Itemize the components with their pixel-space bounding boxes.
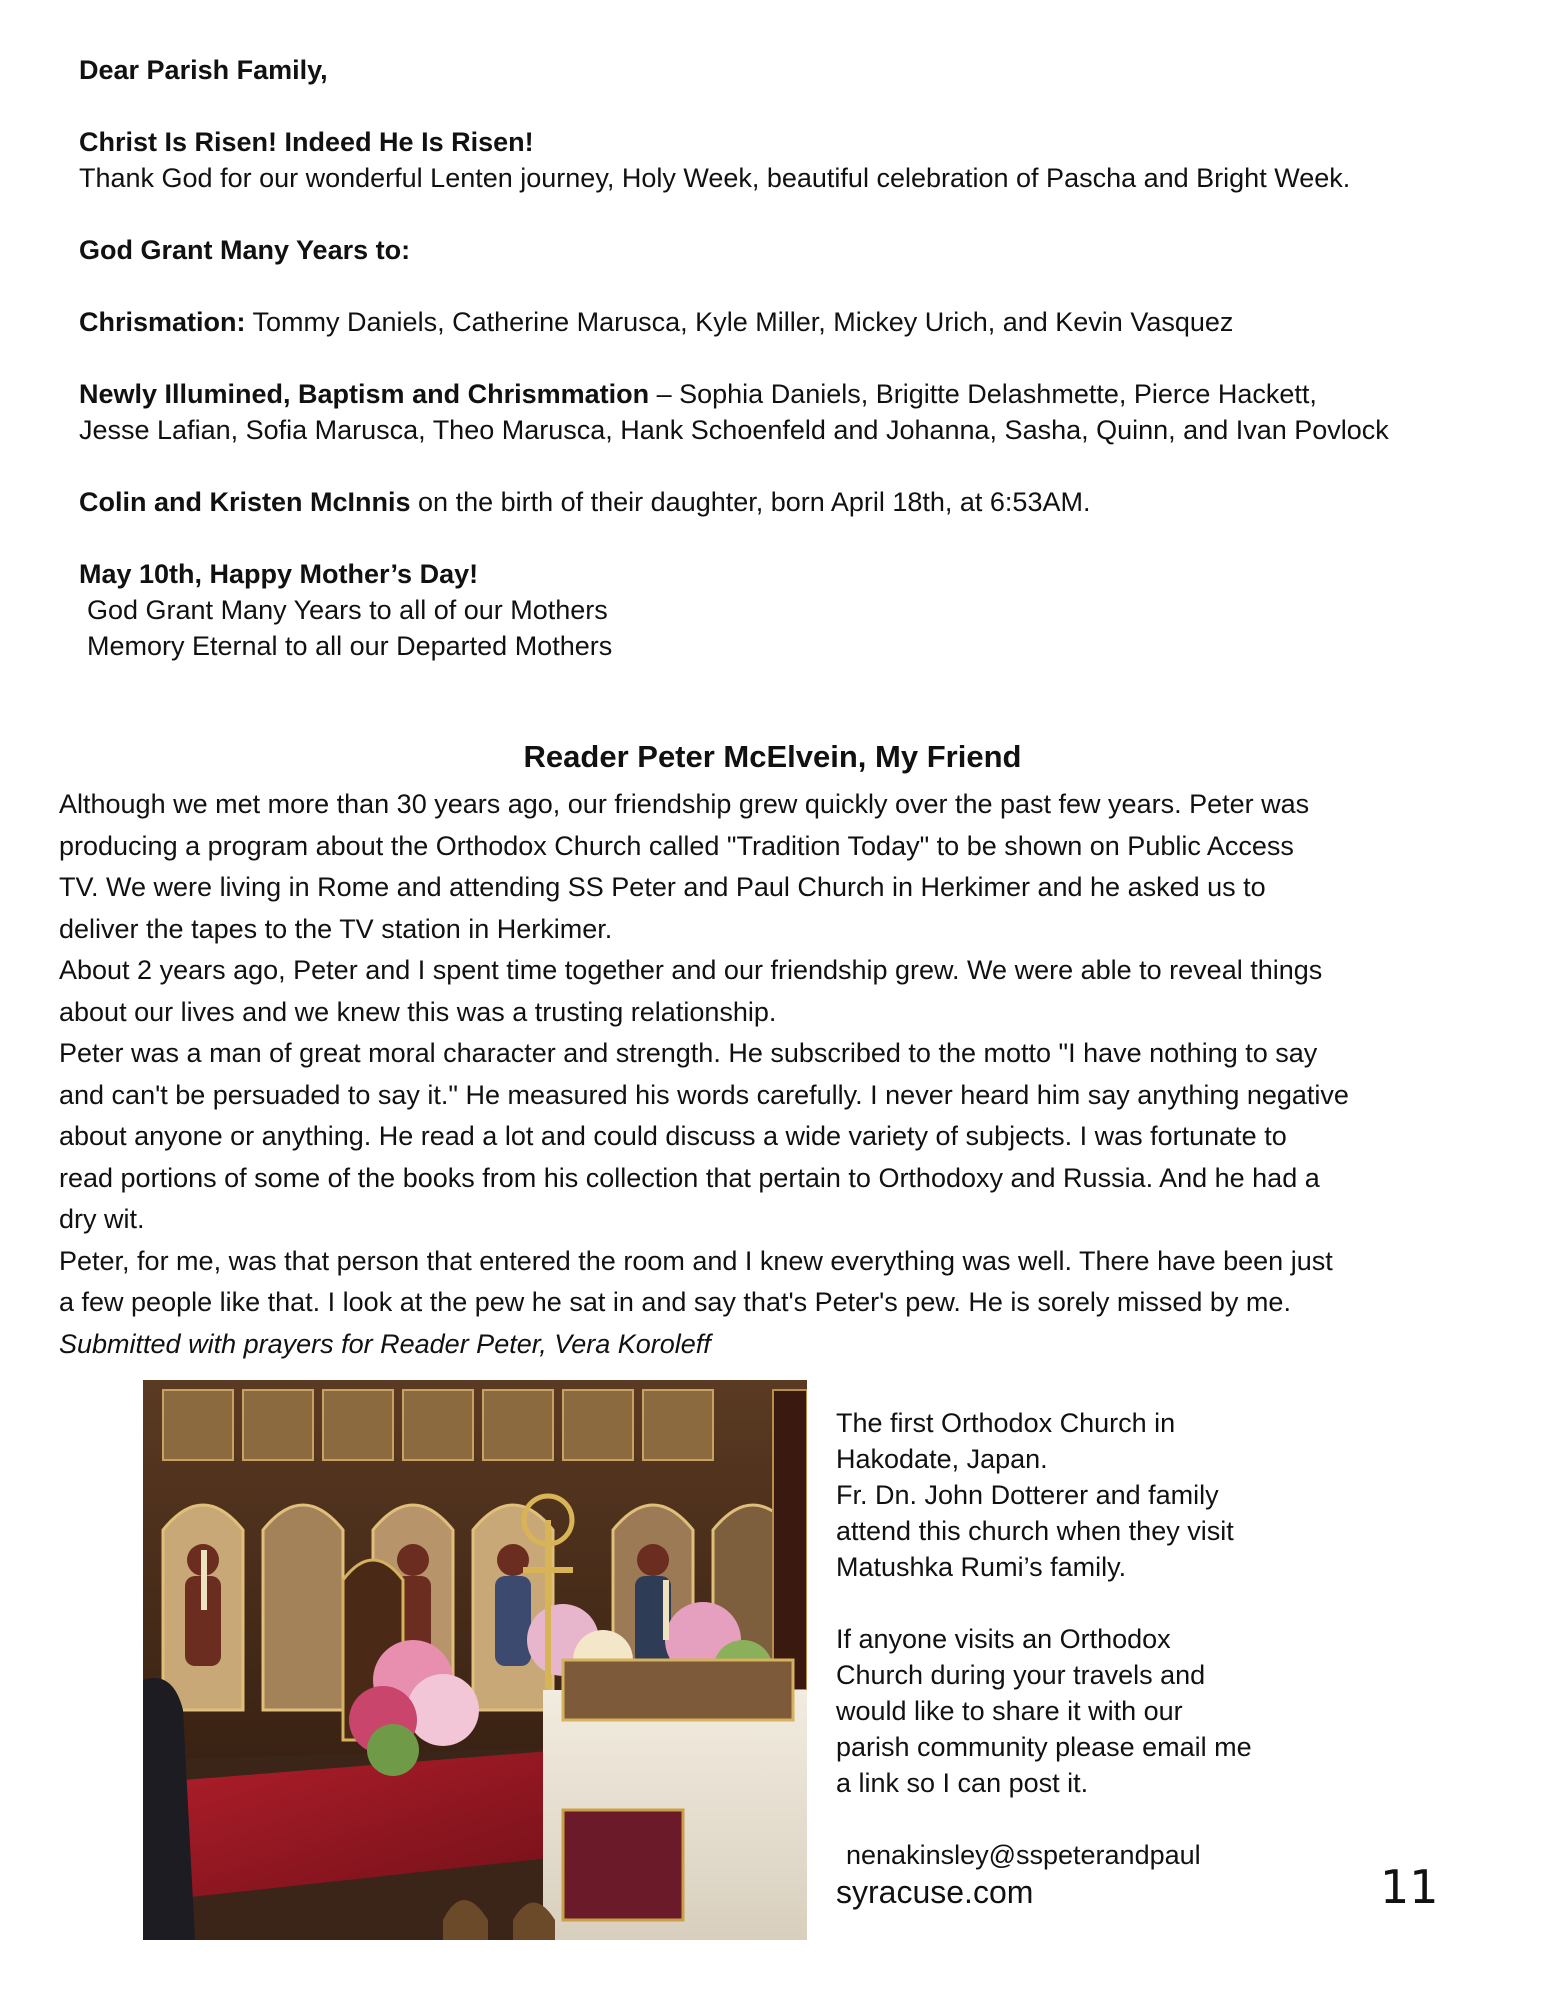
mothers-line-1: God Grant Many Years to all of our Mothers xyxy=(87,595,608,625)
article-line: Peter was a man of great moral character and strength. He subscribed to the motto "I have nothing to say xyxy=(59,1038,1318,1068)
caption-line: If anyone visits an Orthodox xyxy=(836,1624,1171,1654)
caption-line: parish community please email me xyxy=(836,1732,1252,1762)
article-line: Peter, for me, was that person that entered the room and I knew everything was well. There have been just xyxy=(59,1245,1333,1276)
caption-line: would like to share it with our xyxy=(836,1696,1183,1726)
article-line: About 2 years ago, Peter and I spent time together and our friendship grew. We were able to reveal things xyxy=(59,955,1323,985)
article-signature: Submitted with prayers for Reader Peter, Vera Koroleff xyxy=(59,1328,711,1359)
illumined-line: Newly Illumined, Baptism and Chrismmation – Sophia Daniels, Brigitte Delashmette, Pierce Hackett, xyxy=(79,379,1317,409)
mothers-line-2: Memory Eternal to all our Departed Mothers xyxy=(87,631,613,661)
article-line: Although we met more than 30 years ago, our friendship grew quickly over the past few years. Peter was xyxy=(59,789,1310,819)
parish-letter xyxy=(79,52,1499,664)
risen-heading: Christ Is Risen! Indeed He Is Risen! xyxy=(79,127,534,157)
caption-line: Fr. Dn. John Dotterer and family xyxy=(836,1480,1219,1510)
birth-announcement: Colin and Kristen McInnis on the birth of their daughter, born April 18th, at 6:53AM. xyxy=(79,487,1091,517)
illumined-line-2: Jesse Lafian, Sofia Marusca, Theo Marusca, Hank Schoenfeld and Johanna, Sasha, Quinn, and Ivan Povlock xyxy=(79,415,1389,445)
caption-line: attend this church when they visit xyxy=(836,1516,1234,1546)
article-line: about anyone or anything. He read a lot and could discuss a wide variety of subjects. I was fortunate to xyxy=(59,1121,1287,1151)
chrismation-line: Chrismation: Tommy Daniels, Catherine Marusca, Kyle Miller, Mickey Urich, and Kevin Vasquez xyxy=(79,307,1234,337)
caption-line: Hakodate, Japan. xyxy=(836,1444,1048,1474)
article-line: read portions of some of the books from his collection that pertain to Orthodoxy and Russia. And he had a xyxy=(59,1162,1320,1193)
church-interior-photo xyxy=(143,1380,807,1940)
caption-line: Matushka Rumi’s family. xyxy=(836,1552,1127,1582)
article-line: producing a program about the Orthodox Church called "Tradition Today" to be shown on Public Access xyxy=(59,830,1294,861)
caption-line: a link so I can post it. xyxy=(836,1768,1089,1798)
church-caption xyxy=(836,1405,1306,1911)
greeting: Dear Parish Family, xyxy=(79,55,328,85)
risen-text: Thank God for our wonderful Lenten journey, Holy Week, beautiful celebration of Pascha and Bright Week. xyxy=(79,163,1351,193)
article-title: Reader Peter McElvein, My Friend xyxy=(523,739,1022,774)
article-line: dry wit. xyxy=(59,1204,145,1234)
article-line: deliver the tapes to the TV station in Herkimer. xyxy=(59,913,613,944)
caption-line: The first Orthodox Church in xyxy=(836,1408,1176,1438)
contact-email: nenakinsley@sspeterandpaul xyxy=(846,1840,1201,1870)
page-number: 11 xyxy=(1380,1860,1439,1914)
article-line: a few people like that. I look at the pew he sat in and say that's Peter's pew. He is sorely missed by me. xyxy=(59,1287,1291,1317)
caption-line: Church during your travels and xyxy=(836,1660,1206,1690)
many-years-heading: God Grant Many Years to: xyxy=(79,235,411,265)
article-line: and can't be persuaded to say it." He measured his words carefully. I never heard him say anything negative xyxy=(59,1079,1349,1110)
article-line: TV. We were living in Rome and attending SS Peter and Paul Church in Herkimer and he asked us to xyxy=(59,872,1266,902)
contact-email-domain: syracuse.com xyxy=(836,1874,1034,1910)
article-body xyxy=(59,784,1499,1365)
article-line: about our lives and we knew this was a trusting relationship. xyxy=(59,996,777,1027)
mothers-day-heading: May 10th, Happy Mother’s Day! xyxy=(79,559,479,589)
